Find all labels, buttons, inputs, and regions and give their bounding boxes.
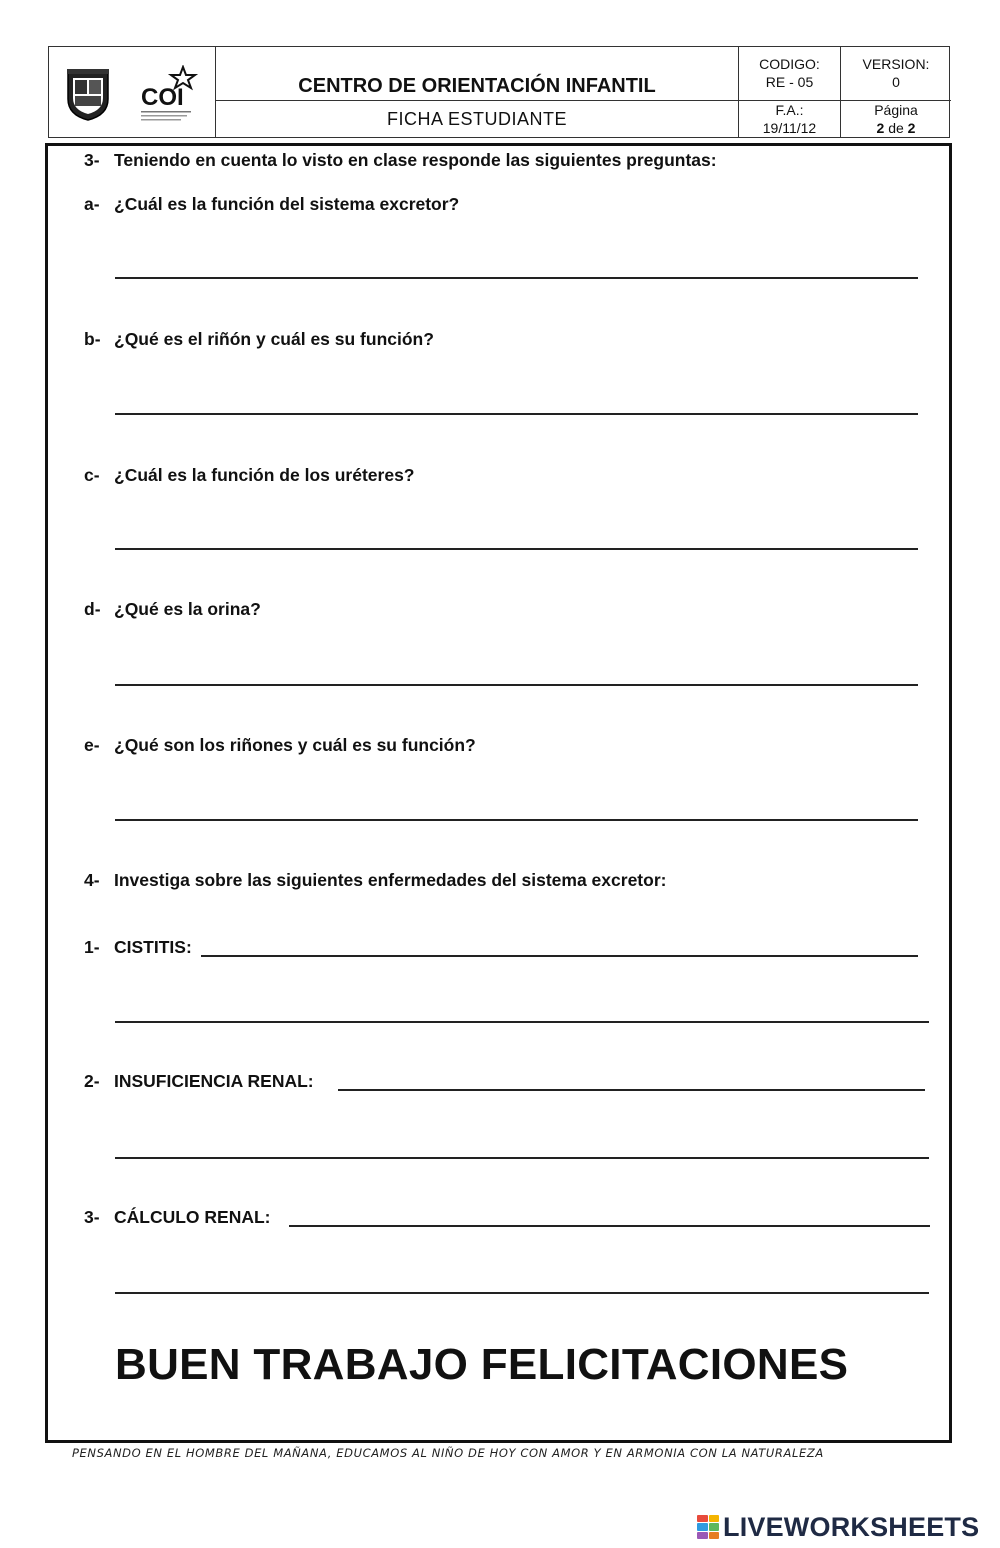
question-text: INSUFICIENCIA RENAL: [114, 1071, 314, 1091]
answer-line-calculo-2[interactable] [115, 1292, 929, 1294]
liveworksheets-wordmark: LIVEWORKSHEETS [723, 1511, 980, 1542]
answer-line-insuficiencia-2[interactable] [115, 1157, 929, 1159]
question-text: CISTITIS: [114, 937, 192, 957]
codigo-value: RE - 05 [765, 74, 814, 90]
answer-line-a[interactable] [115, 277, 918, 279]
version-value: 0 [892, 74, 900, 90]
version-label: VERSION: [862, 56, 930, 72]
question-number: 1- [84, 937, 100, 957]
question-text: ¿Qué es el riñón y cuál es su función? [114, 329, 434, 349]
answer-line-insuficiencia-1[interactable] [338, 1089, 925, 1091]
liveworksheets-logo-icon [697, 1515, 719, 1539]
question-number: 4- [84, 870, 100, 890]
question-d [84, 599, 261, 620]
question-number: b- [84, 329, 101, 349]
disease-cistitis [84, 937, 192, 958]
logo-cell [49, 47, 216, 137]
question-b [84, 329, 434, 350]
version-cell [841, 47, 951, 101]
fa-cell [739, 101, 841, 137]
question-e [84, 735, 476, 756]
question-text: ¿Cuál es la función de los uréteres? [114, 465, 415, 485]
pagina-de: de [888, 120, 904, 136]
question-text: CÁLCULO RENAL: [114, 1207, 271, 1227]
pagina-num: 2 [876, 120, 885, 136]
pagina-total: 2 [907, 120, 916, 136]
question-number: d- [84, 599, 101, 619]
question-number: c- [84, 465, 100, 485]
answer-line-cistitis-2[interactable] [115, 1021, 929, 1023]
question-4 [84, 870, 666, 891]
fa-value: 19/11/12 [762, 120, 817, 136]
answer-line-d[interactable] [115, 684, 918, 686]
pagina-label: Página [874, 102, 918, 118]
liveworksheets-brand[interactable] [697, 1512, 979, 1542]
question-text: Investiga sobre las siguientes enfermedades del sistema excretor: [114, 870, 667, 890]
pagina-cell [841, 101, 951, 137]
question-3 [84, 150, 717, 171]
pagina-value [841, 119, 951, 137]
question-text: ¿Cuál es la función del sistema excretor? [114, 194, 460, 214]
disease-calculo-renal [84, 1207, 271, 1228]
question-number: 3- [84, 1207, 100, 1227]
school-shield-logo [65, 69, 111, 121]
question-number: 3- [84, 150, 100, 170]
disease-insuficiencia-renal [84, 1071, 314, 1092]
fa-label: F.A.: [775, 102, 804, 118]
institution-title: CENTRO DE ORIENTACIÓN INFANTIL [216, 47, 739, 101]
answer-line-cistitis-1[interactable] [201, 955, 918, 957]
question-text: Teniendo en cuenta lo visto en clase responde las siguientes preguntas: [114, 150, 717, 170]
school-motto: PENSANDO EN EL HOMBRE DEL MAÑANA, EDUCAMOS AL NIÑO DE HOY CON AMOR Y EN ARMONIA CON LA NATURALEZA [72, 1446, 824, 1460]
codigo-cell [739, 47, 841, 101]
codigo-label: CODIGO: [759, 56, 820, 72]
coi-logo-text: COI [141, 84, 184, 111]
question-a [84, 194, 459, 215]
question-text: ¿Qué es la orina? [114, 599, 261, 619]
document-header [48, 46, 950, 138]
question-c [84, 465, 415, 486]
question-number: 2- [84, 1071, 100, 1091]
answer-line-calculo-1[interactable] [289, 1225, 930, 1227]
question-number: e- [84, 735, 100, 755]
coi-logo [139, 65, 199, 125]
answer-line-c[interactable] [115, 548, 918, 550]
document-subtitle: FICHA ESTUDIANTE [216, 101, 739, 137]
closing-message: BUEN TRABAJO FELICITACIONES [115, 1340, 849, 1389]
question-text: ¿Qué son los riñones y cuál es su función? [114, 735, 476, 755]
answer-line-e[interactable] [115, 819, 918, 821]
answer-line-b[interactable] [115, 413, 918, 415]
question-number: a- [84, 194, 100, 214]
